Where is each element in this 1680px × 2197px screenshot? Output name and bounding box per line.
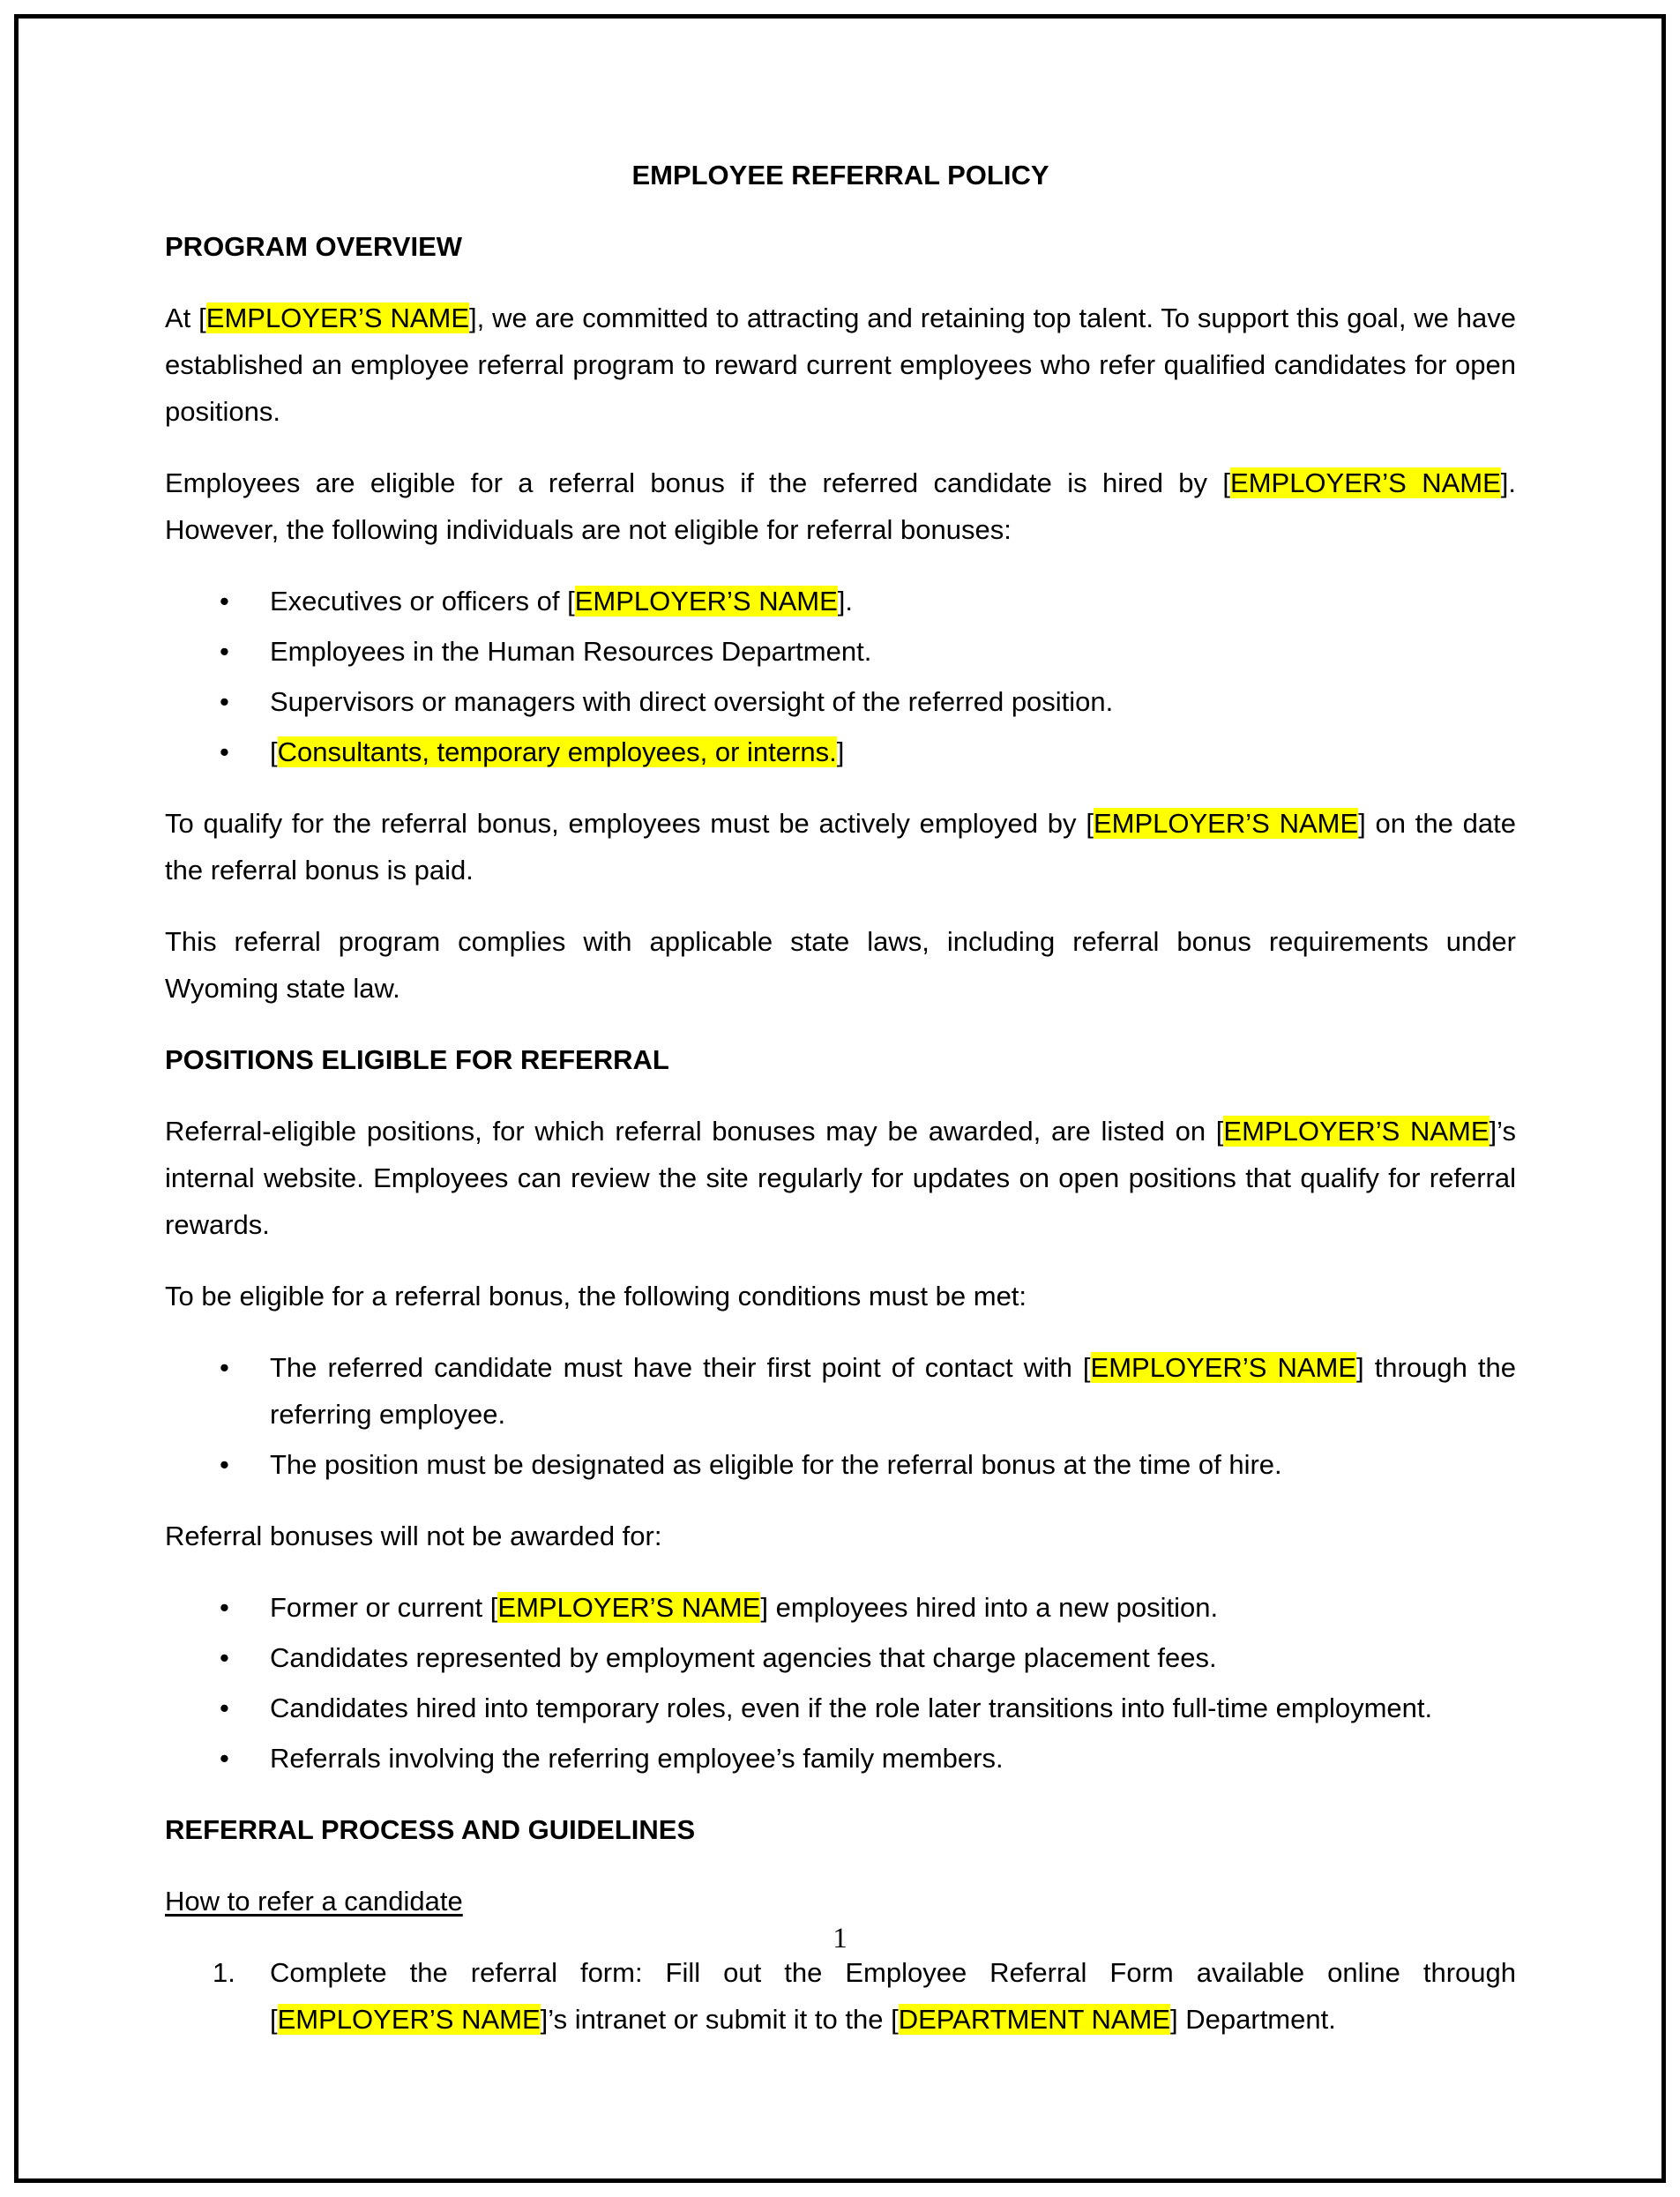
text-run: Supervisors or managers with direct oversight of the referred position. — [270, 686, 1114, 717]
paragraph — [165, 1108, 1516, 1248]
paragraph — [165, 460, 1516, 553]
subheading-text: How to refer a candidate — [165, 1886, 463, 1917]
bullet-item — [165, 578, 1516, 624]
text-run: Employees in the Human Resources Department. — [270, 636, 872, 667]
bullet-item — [165, 678, 1516, 725]
text-run: Candidates represented by employment agencies that charge placement fees. — [270, 1642, 1217, 1673]
text-run: Referrals involving the referring employee’s family members. — [270, 1743, 1004, 1774]
bullet-list — [165, 578, 1516, 775]
text-run: ]. — [837, 586, 853, 617]
text-run: Referral-eligible positions, for which referral bonuses may be awarded, are listed on [ — [165, 1116, 1224, 1147]
text-run: Referral bonuses will not be awarded for: — [165, 1521, 662, 1551]
paragraph — [165, 1513, 1516, 1559]
placeholder-highlight: EMPLOYER’S NAME — [205, 303, 470, 333]
text-run: ]. However, the following individuals are not eligible for referral bonuses: — [165, 467, 1517, 545]
placeholder-highlight: EMPLOYER’S NAME — [574, 586, 838, 617]
bullet-list — [165, 1584, 1516, 1782]
placeholder-highlight: DEPARTMENT NAME — [898, 2004, 1171, 2035]
section-heading: REFERRAL PROCESS AND GUIDELINES — [165, 1814, 696, 1845]
text-run: ]’s intranet or submit it to the [ — [540, 2004, 899, 2035]
text-run: This referral program complies with applicable state laws, including referral bonus requirements under Wyoming state law. — [165, 926, 1516, 1004]
placeholder-highlight: EMPLOYER’S NAME — [497, 1592, 761, 1623]
paragraph — [165, 918, 1516, 1012]
text-run: At [ — [165, 303, 206, 333]
bullet-item — [165, 1735, 1516, 1782]
paragraph — [165, 295, 1516, 435]
numbered-item — [165, 1949, 1516, 2043]
text-run: ], we are committed to attracting and retaining top talent. To support this goal, we have established an employee referral program to reward current employees who refer qualified candidates for open positions. — [165, 303, 1516, 427]
document-title: EMPLOYEE REFERRAL POLICY — [631, 160, 1049, 191]
text-run: ] through the referring employee. — [270, 1352, 1516, 1430]
text-run: ] — [836, 736, 845, 767]
subsection-heading — [165, 1878, 1516, 1924]
text-run: ]’s internal website. Employees can review the site regularly for updates on open positions that qualify for referral rewards. — [165, 1116, 1516, 1240]
bullet-item — [165, 729, 1516, 775]
placeholder-highlight: EMPLOYER’S NAME — [1223, 1116, 1490, 1147]
text-run: The position must be designated as eligible for the referral bonus at the time of hire. — [270, 1449, 1282, 1480]
placeholder-highlight: EMPLOYER’S NAME — [1090, 1352, 1357, 1383]
text-run: Former or current [ — [270, 1592, 498, 1623]
bullet-list — [165, 1344, 1516, 1488]
section-heading: POSITIONS ELIGIBLE FOR REFERRAL — [165, 1044, 669, 1075]
paragraph — [165, 1273, 1516, 1319]
placeholder-highlight: EMPLOYER’S NAME — [1230, 467, 1501, 498]
text-run: To qualify for the referral bonus, employees must be actively employed by [ — [165, 808, 1094, 839]
text-run: ] Department. — [1170, 2004, 1336, 2035]
page-number: 1 — [833, 1923, 847, 1954]
text-run: ] on the date the referral bonus is paid. — [165, 808, 1517, 886]
section-heading: PROGRAM OVERVIEW — [165, 231, 463, 262]
text-run: ] employees hired into a new position. — [760, 1592, 1219, 1623]
text-run: To be eligible for a referral bonus, the following conditions must be met: — [165, 1281, 1027, 1311]
list-item-text — [270, 1957, 1516, 2035]
text-run: [ — [270, 736, 278, 767]
text-run: Complete the referral form: Fill out the Employee Referral Form available online through [ — [270, 1957, 1516, 2035]
document-content-blocks — [165, 223, 1516, 2043]
text-run: Candidates hired into temporary roles, even if the role later transitions into full-time employment. — [270, 1693, 1433, 1723]
document-content — [165, 152, 1516, 2067]
bullet-item — [165, 1584, 1516, 1631]
bullet-item — [165, 1344, 1516, 1438]
list-number: 1. — [213, 1957, 235, 1988]
bullet-item — [165, 1441, 1516, 1488]
text-run: The referred candidate must have their first point of contact with [ — [270, 1352, 1091, 1383]
bullet-item — [165, 1685, 1516, 1731]
placeholder-highlight: EMPLOYER’S NAME — [277, 2004, 541, 2035]
paragraph — [165, 800, 1516, 893]
numbered-list — [165, 1949, 1516, 2043]
bullet-item — [165, 1634, 1516, 1681]
placeholder-highlight: Consultants, temporary employees, or interns. — [277, 736, 837, 767]
text-run: Executives or officers of [ — [270, 586, 575, 617]
text-run: Employees are eligible for a referral bonus if the referred candidate is hired by [ — [165, 467, 1231, 498]
bullet-item — [165, 628, 1516, 675]
placeholder-highlight: EMPLOYER’S NAME — [1093, 808, 1359, 839]
